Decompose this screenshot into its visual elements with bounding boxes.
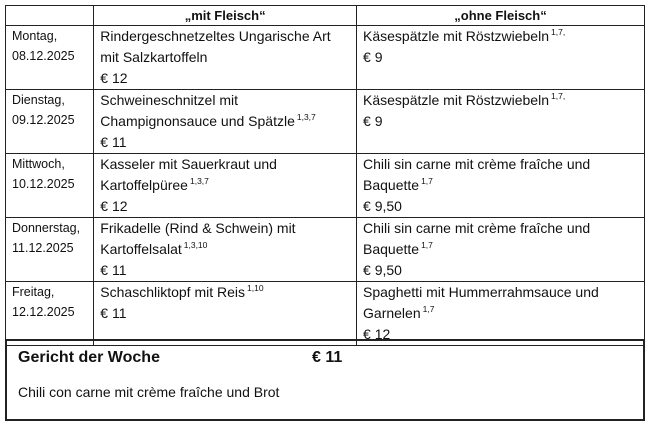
dish-name: Frikadelle (Rind & Schwein) mit Kartoffelsalat — [100, 220, 296, 257]
dish-price: € 9 — [363, 113, 383, 129]
date: 11.12.2025 — [12, 241, 74, 255]
header-with-meat: „mit Fleisch“ — [94, 6, 357, 26]
veg-dish-cell — [357, 26, 645, 90]
table-row — [6, 282, 645, 346]
allergen-codes: 1,7 — [422, 304, 435, 315]
dish-price: € 9,50 — [363, 262, 402, 278]
date: 12.12.2025 — [12, 305, 75, 319]
meat-dish-cell — [94, 26, 357, 90]
meat-dish-cell — [94, 90, 357, 154]
dish-name: Schaschliktopf mit Reis — [100, 284, 245, 300]
day-cell — [6, 218, 94, 282]
day-cell — [6, 26, 94, 90]
allergen-codes: 1,3,10 — [183, 240, 208, 251]
meat-dish-cell — [94, 218, 357, 282]
dish-name: Chili sin carne mit crème fraîche und Baquette — [363, 220, 591, 257]
menu-table — [5, 5, 645, 346]
table-row — [6, 154, 645, 218]
dish-price: € 9,50 — [363, 198, 402, 214]
day-cell — [6, 154, 94, 218]
day-cell — [6, 90, 94, 154]
date: 08.12.2025 — [12, 49, 75, 63]
dish-price: € 12 — [363, 326, 391, 342]
weekday: Dienstag, — [12, 93, 65, 107]
allergen-codes: 1,3,7 — [296, 112, 316, 123]
allergen-codes: 1,7 — [421, 176, 433, 187]
allergen-codes: 1,7 — [421, 240, 433, 251]
header-row — [6, 6, 645, 26]
dish-price: € 9 — [363, 49, 383, 65]
date: 09.12.2025 — [12, 113, 75, 127]
dish-name: Käsespätzle mit Röstzwiebeln — [363, 92, 549, 108]
dish-name: Spaghetti mit Hummerrahmsauce und Garnelen — [363, 284, 599, 321]
dish-price: € 11 — [100, 305, 127, 321]
header-without-meat: „ohne Fleisch“ — [357, 6, 645, 26]
dish-name: Schweineschnitzel mit Champignonsauce und Spätzle — [100, 92, 295, 129]
allergen-codes: 1,7, — [551, 27, 566, 38]
date: 10.12.2025 — [12, 177, 75, 191]
veg-dish-cell — [357, 90, 645, 154]
weekly-special-title: Gericht der Woche — [18, 349, 160, 366]
header-day — [6, 6, 94, 26]
day-cell — [6, 282, 94, 346]
allergen-codes: 1,10 — [247, 283, 264, 294]
weekly-special-price: € 11 — [312, 349, 343, 366]
table-row — [6, 90, 645, 154]
dish-price: € 11 — [100, 262, 127, 278]
veg-dish-cell — [357, 282, 645, 346]
dish-name: Käsespätzle mit Röstzwiebeln — [363, 28, 549, 44]
dish-name: Kasseler mit Sauerkraut und Kartoffelpüree — [100, 156, 277, 193]
weekly-special-box — [5, 339, 645, 421]
weekday: Montag, — [12, 29, 58, 43]
weekday: Freitag, — [12, 285, 55, 299]
dish-price: € 11 — [100, 134, 127, 150]
veg-dish-cell — [357, 154, 645, 218]
allergen-codes: 1,3,7 — [189, 176, 209, 187]
meat-dish-cell — [94, 282, 357, 346]
weekday: Donnerstag, — [12, 221, 81, 235]
dish-name: Rindergeschnetzeltes Ungarische Art mit Salzkartoffeln — [100, 28, 331, 65]
table-row — [6, 218, 645, 282]
meat-dish-cell — [94, 154, 357, 218]
dish-name: Chili sin carne mit crème fraîche und Baquette — [363, 156, 591, 193]
dish-price: € 12 — [100, 70, 128, 86]
allergen-codes: 1,7, — [551, 91, 566, 102]
veg-dish-cell — [357, 218, 645, 282]
dish-price: € 12 — [100, 198, 128, 214]
weekly-special-dish: Chili con carne mit crème fraîche und Brot — [18, 384, 280, 400]
table-row — [6, 26, 645, 90]
weekday: Mittwoch, — [12, 157, 65, 171]
